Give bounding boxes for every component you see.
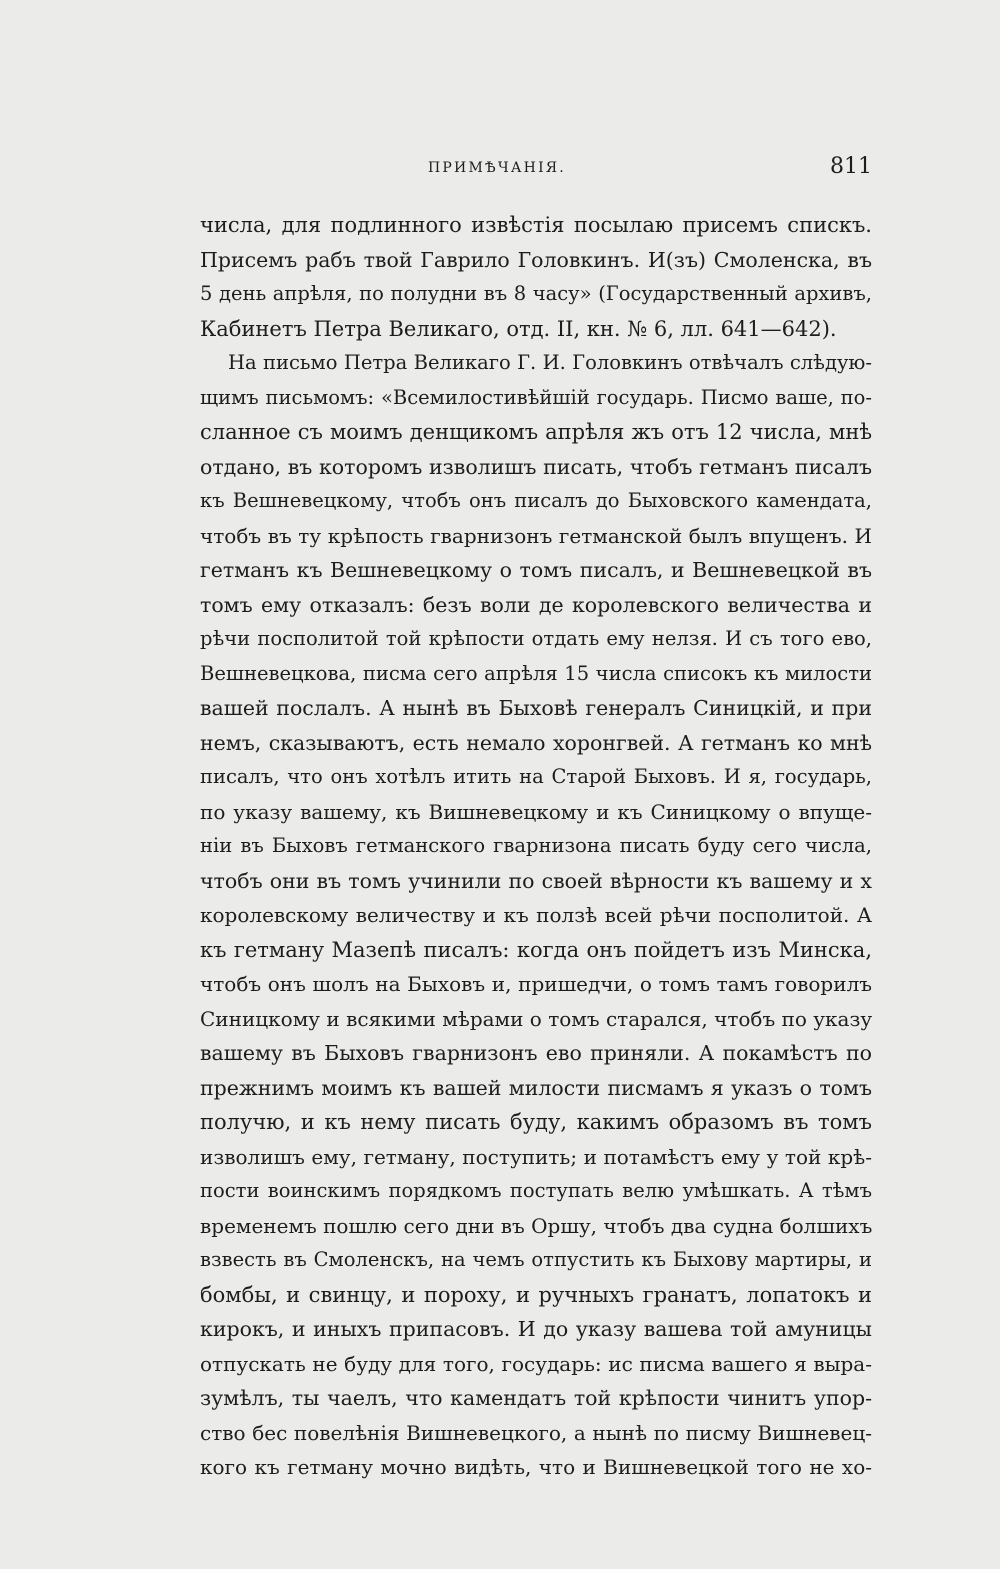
text-line: чтобъ въ ту крѣпость гварнизонъ гетманской былъ впущенъ. И [200,523,872,548]
text-line: бомбы, и свинцу, и пороху, и ручныхъ гранатъ, лопатокъ и [200,1282,872,1307]
text-line: къ гетману Мазепѣ писалъ: когда онъ пойдетъ изъ Минска, [200,937,872,962]
text-line: 5 день апрѣля, по полудни въ 8 часу» (Государственный архивъ, [200,282,872,305]
text-line: На письмо Петра Великаго Г. И. Головкинъ отвѣчалъ слѣдую- [228,351,872,374]
text-line: изволишъ ему, гетману, поступить; и потамѣстъ ему у той крѣ- [200,1144,872,1169]
text-line: Кабинетъ Петра Великаго, отд. II, кн. № 6, лл. 641—642). [200,316,837,341]
text-line: вашей послалъ. А нынѣ въ Быховѣ генералъ Синицкій, и при [200,696,872,720]
text-line: Синицкому и всякими мѣрами о томъ старался, чтобъ по указу [200,1006,872,1031]
running-title: ПРИМѢЧАНІЯ. [428,160,566,176]
text-line: вашему въ Быховъ гварнизонъ ево приняли. А покамѣстъ по [200,1041,872,1065]
text-line: отпускать не буду для того, государь: ис писма вашего я выра- [200,1351,872,1376]
text-line: королевскому величеству и къ ползѣ всей рѣчи посполитой. А [200,903,872,927]
text-line: кирокъ, и иныхъ припасовъ. И до указу вашева той амуницы [200,1317,872,1341]
text-line: чтобъ они въ томъ учинили по своей вѣрности къ вашему и х [200,868,872,893]
text-line: гетманъ къ Вешневецкому о томъ писалъ, и Вешневецкой въ [200,558,872,582]
text-line: взвесть въ Смоленскъ, на чемъ отпустить къ Быхову мартиры, и [200,1248,872,1271]
running-head [200,154,872,184]
text-line: отдано, въ которомъ изволишъ писать, чтобъ гетманъ писалъ [200,454,872,479]
text-line: ніи въ Быховъ гетманского гварнизона писать буду сего числа, [200,834,872,857]
text-line: прежнимъ моимъ къ вашей милости писмамъ я указъ о томъ [200,1075,872,1100]
text-line: къ Вешневецкому, чтобъ онъ писалъ до Быховского камендата, [200,489,872,512]
page-number: 811 [830,154,872,179]
text-line: ство бес повелѣнія Вишневецкого, а нынѣ по писму Вишневец- [200,1420,872,1445]
text-line: пости воинскимъ порядкомъ поступать велю умѣшкать. А тѣмъ [200,1179,872,1202]
body-text [200,208,872,1485]
text-line: по указу вашему, къ Вишневецкому и къ Синицкому о впуще- [200,799,872,824]
text-line: рѣчи посполитой той крѣпости отдать ему нелзя. И съ того ево, [200,627,872,650]
text-line: томъ ему отказалъ: безъ воли де королевского величества и [200,592,872,617]
text-line: получю, и къ нему писать буду, какимъ образомъ въ томъ [200,1110,872,1134]
text-line: зумѣлъ, ты чаелъ, что камендатъ той крѣпости чинитъ упор- [200,1386,872,1410]
text-line: числа, для подлинного извѣстія посылаю присемъ спискъ. [200,213,872,237]
text-line: временемъ пошлю сего дни въ Оршу, чтобъ два судна болшихъ [200,1213,872,1238]
text-line: щимъ письмомъ: «Всемилостивѣйшій государь. Писмо ваше, по- [200,385,872,409]
text-line: сланное съ моимъ денщикомъ апрѣля жъ отъ 12 числа, мнѣ [200,420,872,444]
text-line: кого къ гетману мочно видѣть, что и Вишневецкой того не хо- [200,1455,872,1479]
text-line: чтобъ онъ шолъ на Быховъ и, пришедчи, о томъ тамъ говорилъ [200,972,872,996]
text-line: Присемъ рабъ твой Гаврило Головкинъ. И(зъ) Смоленска, въ [200,247,872,272]
text-line: немъ, сказываютъ, есть немало хоронгвей. А гетманъ ко мнѣ [200,730,872,755]
text-line: Вешневецкова, писма сего апрѣля 15 числа списокъ къ милости [200,661,872,685]
text-line: писалъ, что онъ хотѣлъ итить на Старой Быховъ. И я, государь, [200,765,872,788]
